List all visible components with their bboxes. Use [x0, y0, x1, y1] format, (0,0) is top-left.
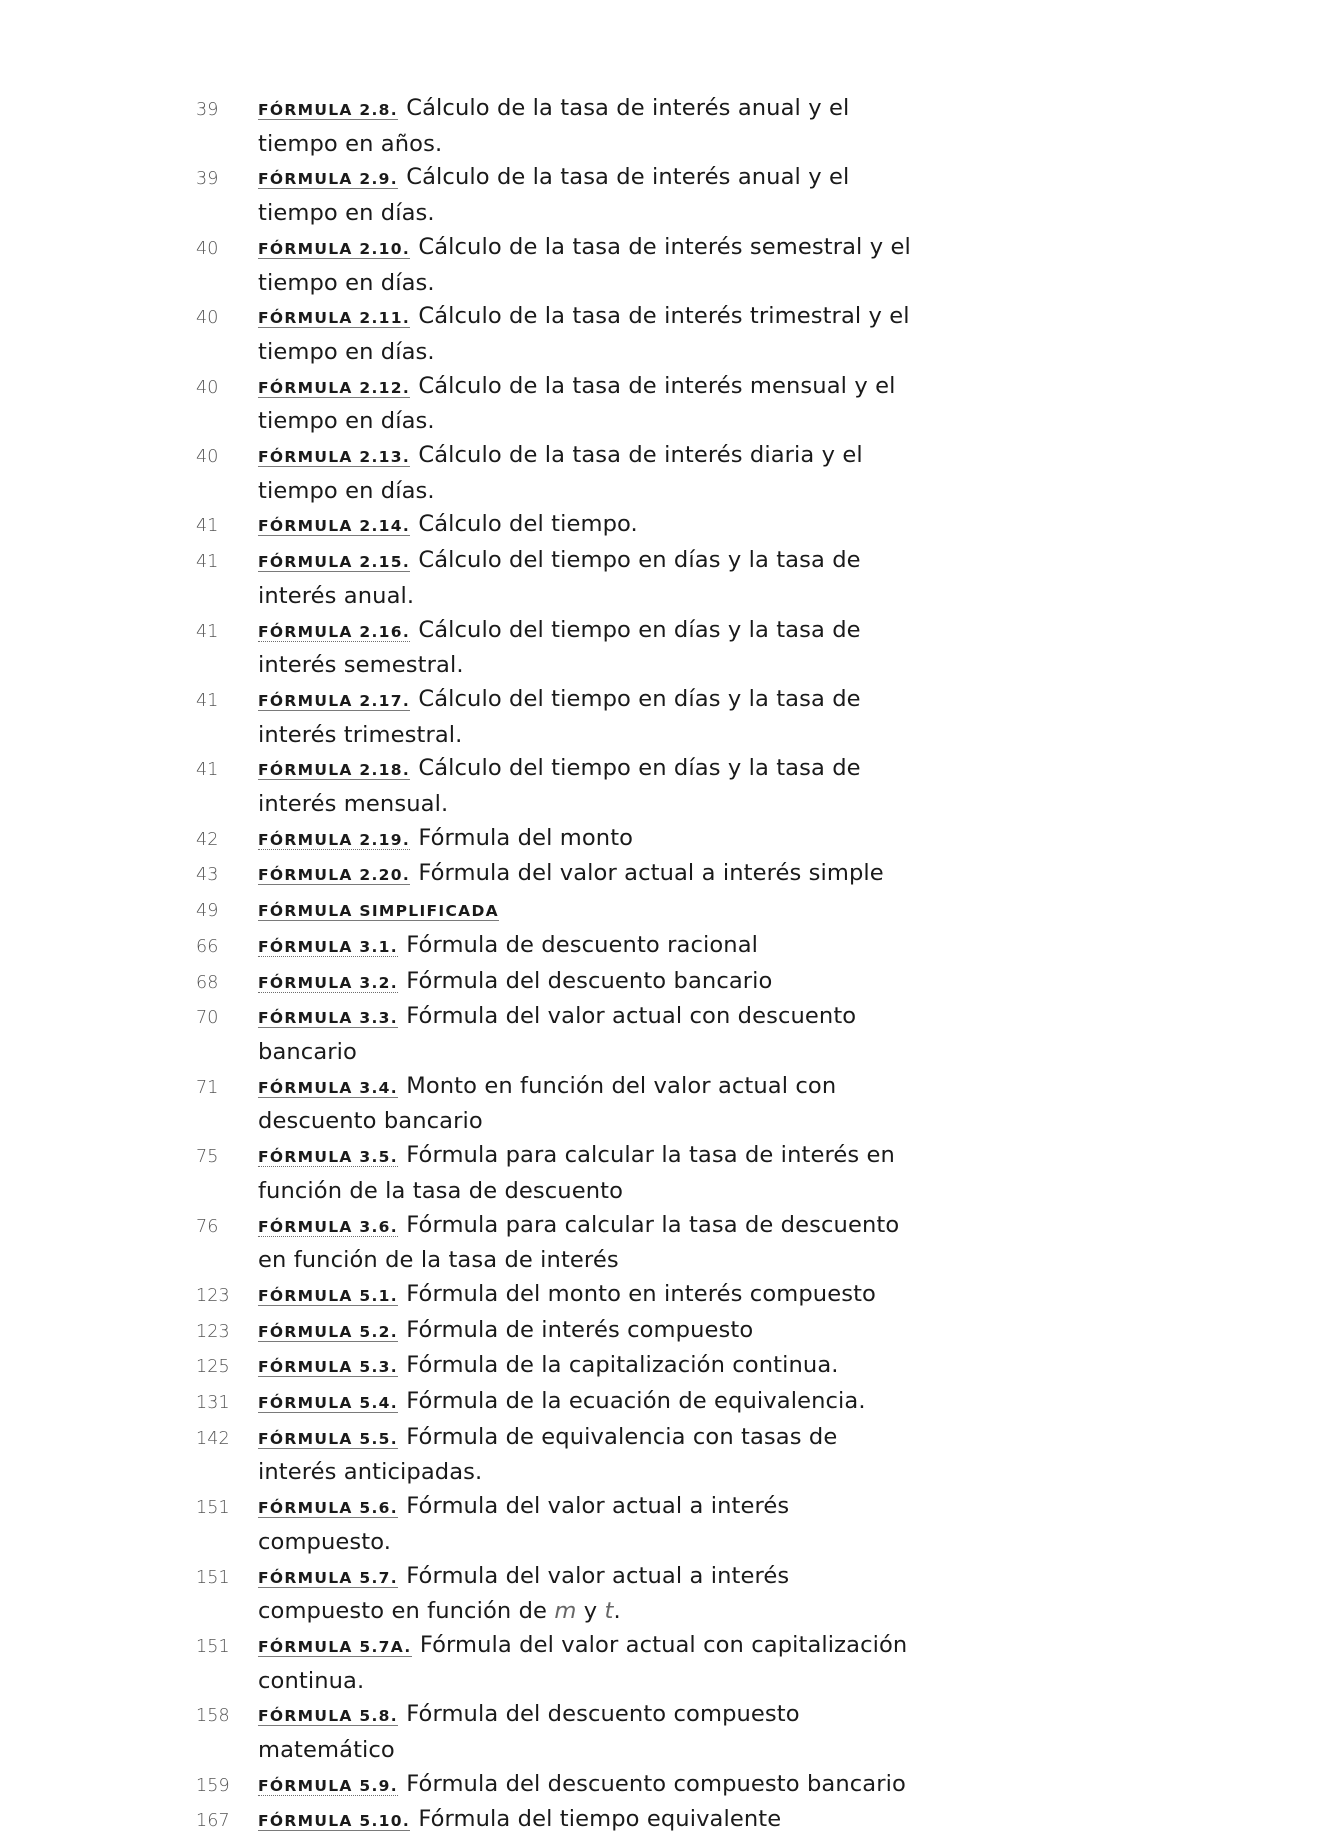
formula-description: Cálculo de la tasa de interés diaria y el tiempo en días. — [258, 442, 863, 504]
page-number: 70 — [196, 1008, 219, 1029]
formula-description: Cálculo del tiempo. — [418, 511, 638, 538]
page-number: 75 — [196, 1147, 219, 1168]
formula-link[interactable]: FÓRMULA 5.6. — [258, 1499, 398, 1518]
formula-description: Cálculo de la tasa de interés mensual y el tiempo en días. — [258, 372, 896, 435]
formula-link[interactable]: FÓRMULA 3.5. — [258, 1148, 398, 1167]
page-number: 151 — [196, 1636, 230, 1657]
page-number: 40 — [196, 308, 219, 329]
list-item — [196, 1560, 916, 1629]
list-item — [196, 544, 916, 613]
list-item — [196, 1278, 916, 1314]
formula-link[interactable]: FÓRMULA 5.7. — [258, 1568, 398, 1587]
page-number: 49 — [196, 901, 219, 922]
list-item — [196, 1314, 916, 1350]
list-item — [196, 614, 916, 683]
formula-link[interactable]: FÓRMULA 3.6. — [258, 1217, 398, 1236]
formula-link[interactable]: FÓRMULA 2.16. — [258, 622, 411, 641]
list-item — [196, 1000, 916, 1069]
page-number: 68 — [196, 972, 219, 993]
formula-link[interactable]: FÓRMULA 3.1. — [258, 937, 398, 956]
formula-description: Cálculo del tiempo en días y la tasa de interés mensual. — [258, 755, 861, 818]
formula-link[interactable]: FÓRMULA 2.10. — [258, 239, 411, 258]
page-number: 71 — [196, 1077, 219, 1098]
page-number: 39 — [196, 169, 219, 190]
page-number: 158 — [196, 1706, 230, 1727]
page-number: 125 — [196, 1357, 230, 1378]
formula-description: Fórmula para calcular la tasa de interés en función de la tasa de descuento — [258, 1142, 895, 1204]
formula-description: Monto en función del valor actual con descuento bancario — [258, 1072, 837, 1135]
list-item — [196, 893, 916, 929]
formula-description: Fórmula del monto — [418, 824, 634, 851]
page-number: 41 — [196, 552, 219, 573]
page-number: 40 — [196, 238, 219, 259]
formula-link[interactable]: FÓRMULA 2.12. — [258, 378, 411, 397]
formula-description: Cálculo de la tasa de interés semestral y el tiempo en días. — [258, 233, 911, 296]
page-number: 39 — [196, 100, 219, 120]
page-number: 123 — [196, 1285, 230, 1306]
list-item — [196, 370, 916, 439]
list-item — [196, 822, 916, 858]
formula-link[interactable]: FÓRMULA 5.10. — [258, 1812, 411, 1831]
formula-link[interactable]: FÓRMULA 2.9. — [258, 170, 398, 189]
page-number: 167 — [196, 1811, 230, 1832]
period-text: . — [613, 1598, 621, 1625]
formula-link[interactable]: FÓRMULA 2.14. — [258, 517, 411, 536]
formula-link[interactable]: FÓRMULA 5.9. — [258, 1776, 398, 1795]
formula-link[interactable]: FÓRMULA 5.1. — [258, 1286, 398, 1305]
formula-link[interactable]: FÓRMULA 5.3. — [258, 1358, 398, 1377]
formula-index-list — [196, 92, 916, 1839]
page-number: 66 — [196, 936, 219, 957]
list-item — [196, 1421, 916, 1490]
formula-description: Fórmula del valor actual con descuento bancario — [258, 1003, 857, 1065]
page-number: 42 — [196, 829, 219, 850]
formula-description: Fórmula de la ecuación de equivalencia. — [406, 1388, 866, 1415]
formula-description: Fórmula del descuento compuesto matemático — [258, 1701, 800, 1764]
list-item — [196, 1698, 916, 1767]
list-item — [196, 231, 916, 300]
list-item — [196, 1490, 916, 1559]
list-item — [196, 965, 916, 1001]
formula-description: Fórmula de interés compuesto — [406, 1316, 754, 1343]
formula-description: Fórmula para calcular la tasa de descuento en función de la tasa de interés — [258, 1211, 900, 1274]
formula-link[interactable]: FÓRMULA 2.13. — [258, 448, 411, 467]
page-number: 41 — [196, 621, 219, 642]
list-item — [196, 1629, 916, 1698]
formula-description: Fórmula del valor actual a interés simple — [418, 860, 884, 887]
formula-link[interactable]: FÓRMULA 3.4. — [258, 1078, 398, 1097]
page-number: 151 — [196, 1498, 230, 1519]
formula-description: Fórmula del valor actual a interés compuesto en función de — [258, 1562, 790, 1625]
page-number: 159 — [196, 1775, 230, 1796]
page-number: 76 — [196, 1216, 219, 1237]
list-item — [196, 1803, 916, 1839]
conjunction-text: y — [583, 1598, 598, 1625]
page-number: 123 — [196, 1321, 230, 1342]
formula-link[interactable]: FÓRMULA 2.17. — [258, 691, 411, 710]
formula-description: Fórmula del descuento compuesto bancario — [406, 1770, 906, 1797]
list-item — [196, 683, 916, 752]
formula-link[interactable]: FÓRMULA 5.4. — [258, 1394, 398, 1413]
formula-description: Fórmula del descuento bancario — [406, 967, 773, 994]
formula-description: Fórmula del monto en interés compuesto — [406, 1280, 876, 1307]
formula-link[interactable]: FÓRMULA 2.18. — [258, 761, 411, 780]
formula-link[interactable]: FÓRMULA 2.19. — [258, 830, 411, 849]
list-item — [196, 1209, 916, 1278]
formula-description: Fórmula del valor actual a interés compuesto. — [258, 1493, 790, 1555]
formula-link[interactable]: FÓRMULA 3.3. — [258, 1009, 398, 1028]
variable-m: m — [554, 1598, 577, 1625]
formula-description: Cálculo del tiempo en días y la tasa de interés trimestral. — [258, 685, 861, 748]
formula-link[interactable]: FÓRMULA 5.7A. — [258, 1637, 412, 1656]
list-item — [196, 752, 916, 821]
formula-description: Cálculo del tiempo en días y la tasa de interés anual. — [258, 547, 861, 609]
list-item — [196, 1349, 916, 1385]
page-number: 131 — [196, 1393, 230, 1414]
list-item — [196, 508, 916, 544]
list-item — [196, 161, 916, 230]
page-number: 40 — [196, 447, 219, 468]
formula-link[interactable]: FÓRMULA 2.11. — [258, 309, 411, 328]
list-item — [196, 439, 916, 508]
formula-description: Fórmula del valor actual con capitalización continua. — [258, 1631, 908, 1694]
formula-description: Cálculo del tiempo en días y la tasa de interés semestral. — [258, 616, 861, 679]
page-number: 40 — [196, 377, 219, 398]
formula-description: Cálculo de la tasa de interés anual y el tiempo en años. — [258, 95, 850, 157]
page-number: 43 — [196, 865, 219, 886]
formula-link[interactable]: FÓRMULA 2.20. — [258, 866, 411, 885]
formula-link[interactable]: FÓRMULA SIMPLIFICADA — [258, 902, 499, 921]
list-item — [196, 300, 916, 369]
formula-link[interactable]: FÓRMULA 5.5. — [258, 1429, 398, 1448]
page-number: 41 — [196, 760, 219, 781]
list-item — [196, 1139, 916, 1208]
formula-link[interactable]: FÓRMULA 5.8. — [258, 1707, 398, 1726]
page-number: 142 — [196, 1428, 230, 1449]
formula-description: Fórmula de equivalencia con tasas de interés anticipadas. — [258, 1423, 838, 1486]
list-item — [196, 1070, 916, 1139]
list-item — [196, 1768, 916, 1804]
list-item — [196, 1385, 916, 1421]
formula-link[interactable]: FÓRMULA 5.2. — [258, 1322, 398, 1341]
page-number: 41 — [196, 690, 219, 711]
formula-link[interactable]: FÓRMULA 2.15. — [258, 553, 411, 572]
formula-link[interactable]: FÓRMULA 3.2. — [258, 973, 398, 992]
list-item — [196, 929, 916, 965]
formula-description: Fórmula del tiempo equivalente — [418, 1806, 782, 1833]
list-item — [196, 92, 916, 161]
formula-description: Cálculo de la tasa de interés anual y el tiempo en días. — [258, 164, 850, 227]
formula-link[interactable]: FÓRMULA 2.8. — [258, 101, 398, 119]
formula-description: Fórmula de descuento racional — [406, 931, 759, 958]
page-number: 41 — [196, 516, 219, 537]
formula-description: Cálculo de la tasa de interés trimestral y el tiempo en días. — [258, 303, 910, 365]
variable-t: t — [604, 1598, 614, 1625]
list-item — [196, 857, 916, 893]
page-number: 151 — [196, 1567, 230, 1588]
formula-description: Fórmula de la capitalización continua. — [406, 1352, 839, 1379]
